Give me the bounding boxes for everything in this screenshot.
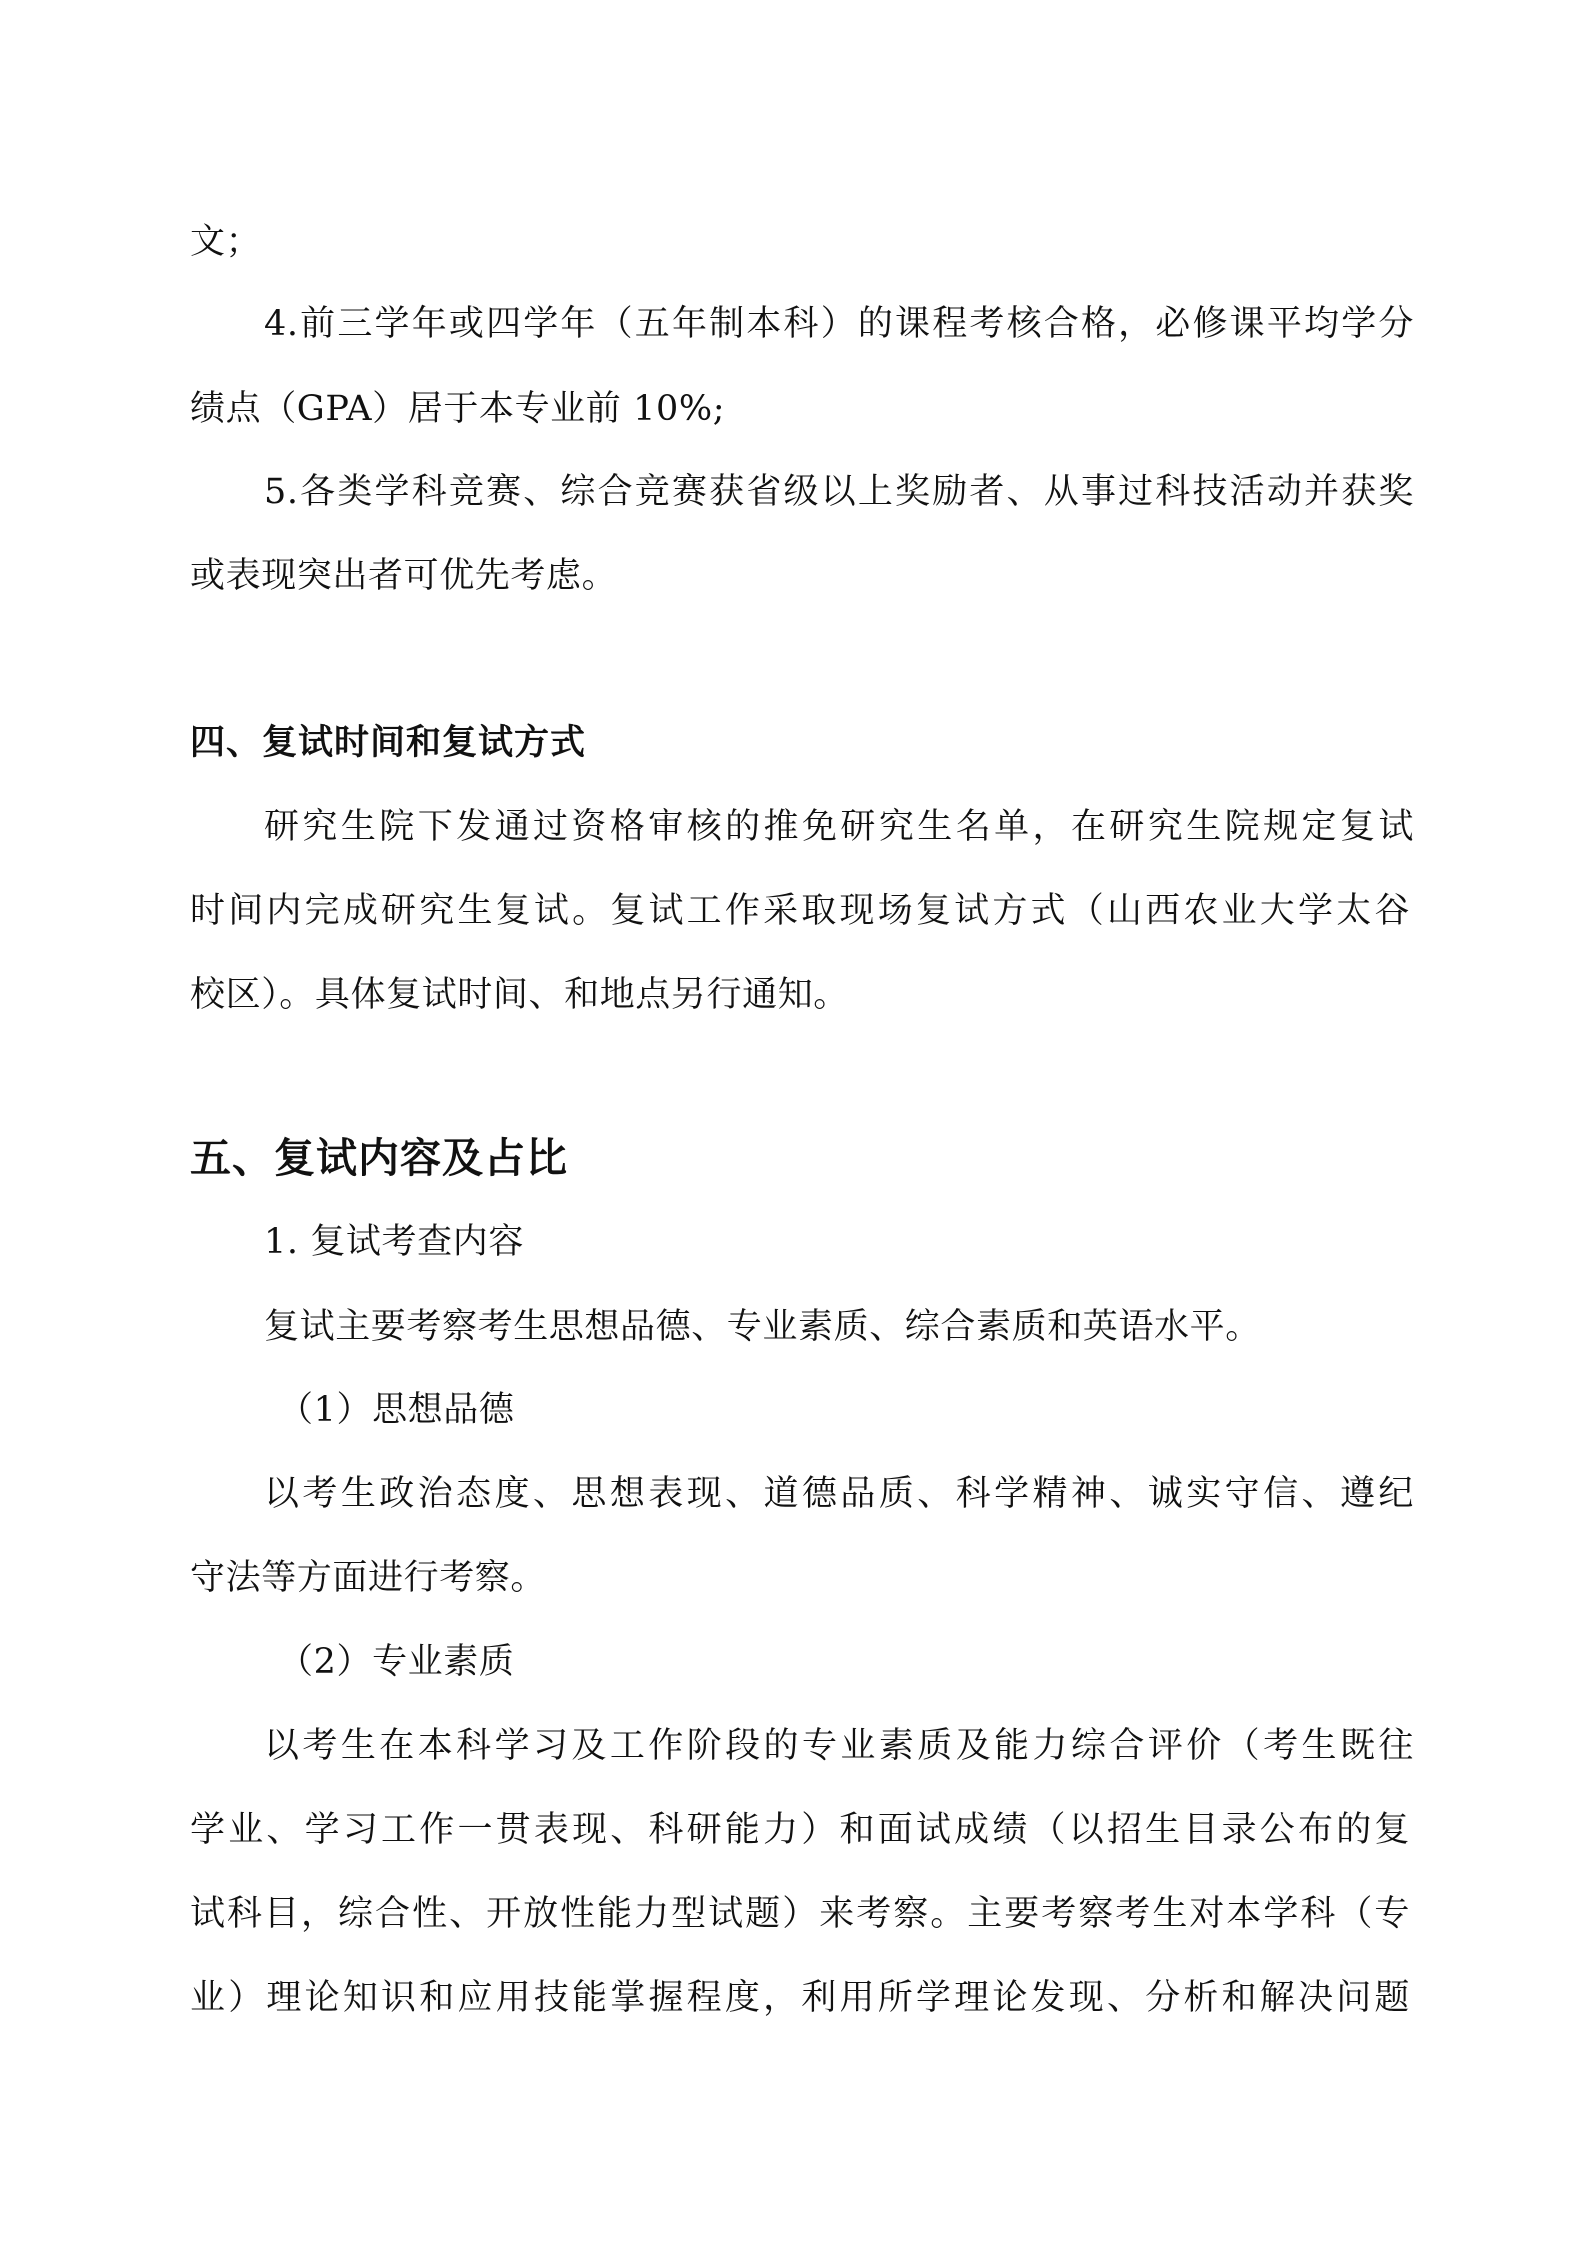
sub-item-heading: （2）专业素质 <box>278 1642 515 1682</box>
sub-item-heading: （1）思想品德 <box>278 1390 515 1430</box>
paragraph-line: 以考生政治态度、思想表现、道德品质、科学精神、诚实守信、遵纪 <box>264 1474 1414 1514</box>
list-item-5-line: 或表现突出者可优先考虑。 <box>190 556 618 596</box>
paragraph-line: 校区）。具体复试时间、和地点另行通知。 <box>190 975 849 1015</box>
list-item-4-line: 4.前三学年或四学年（五年制本科）的课程考核合格，必修课平均学分 <box>264 304 1414 344</box>
subsection-heading: 1. 复试考查内容 <box>264 1222 524 1262</box>
paragraph-line: 以考生在本科学习及工作阶段的专业素质及能力综合评价（考生既往 <box>264 1726 1414 1766</box>
list-item-4-line: 绩点（GPA）居于本专业前 10%; <box>190 389 726 429</box>
paragraph-line: 业）理论知识和应用技能掌握程度，利用所学理论发现、分析和解决问题 <box>190 1978 1410 2018</box>
paragraph-line: 复试主要考察考生思想品德、专业素质、综合素质和英语水平。 <box>264 1307 1261 1347</box>
paragraph-line: 守法等方面进行考察。 <box>190 1558 547 1598</box>
section-heading-4: 四、复试时间和复试方式 <box>190 723 587 763</box>
paragraph-line: 试科目，综合性、开放性能力型试题）来考察。主要考察考生对本学科（专 <box>190 1894 1410 1934</box>
paragraph-line: 文； <box>190 222 262 262</box>
paragraph-line: 时间内完成研究生复试。复试工作采取现场复试方式（山西农业大学太谷 <box>190 891 1410 931</box>
paragraph-line: 研究生院下发通过资格审核的推免研究生名单，在研究生院规定复试 <box>264 807 1414 847</box>
list-item-5-line: 5.各类学科竞赛、综合竞赛获省级以上奖励者、从事过科技活动并获奖 <box>264 472 1414 512</box>
paragraph-line: 学业、学习工作一贯表现、科研能力）和面试成绩（以招生目录公布的复 <box>190 1810 1410 1850</box>
section-heading-5: 五、复试内容及占比 <box>190 1134 568 1182</box>
